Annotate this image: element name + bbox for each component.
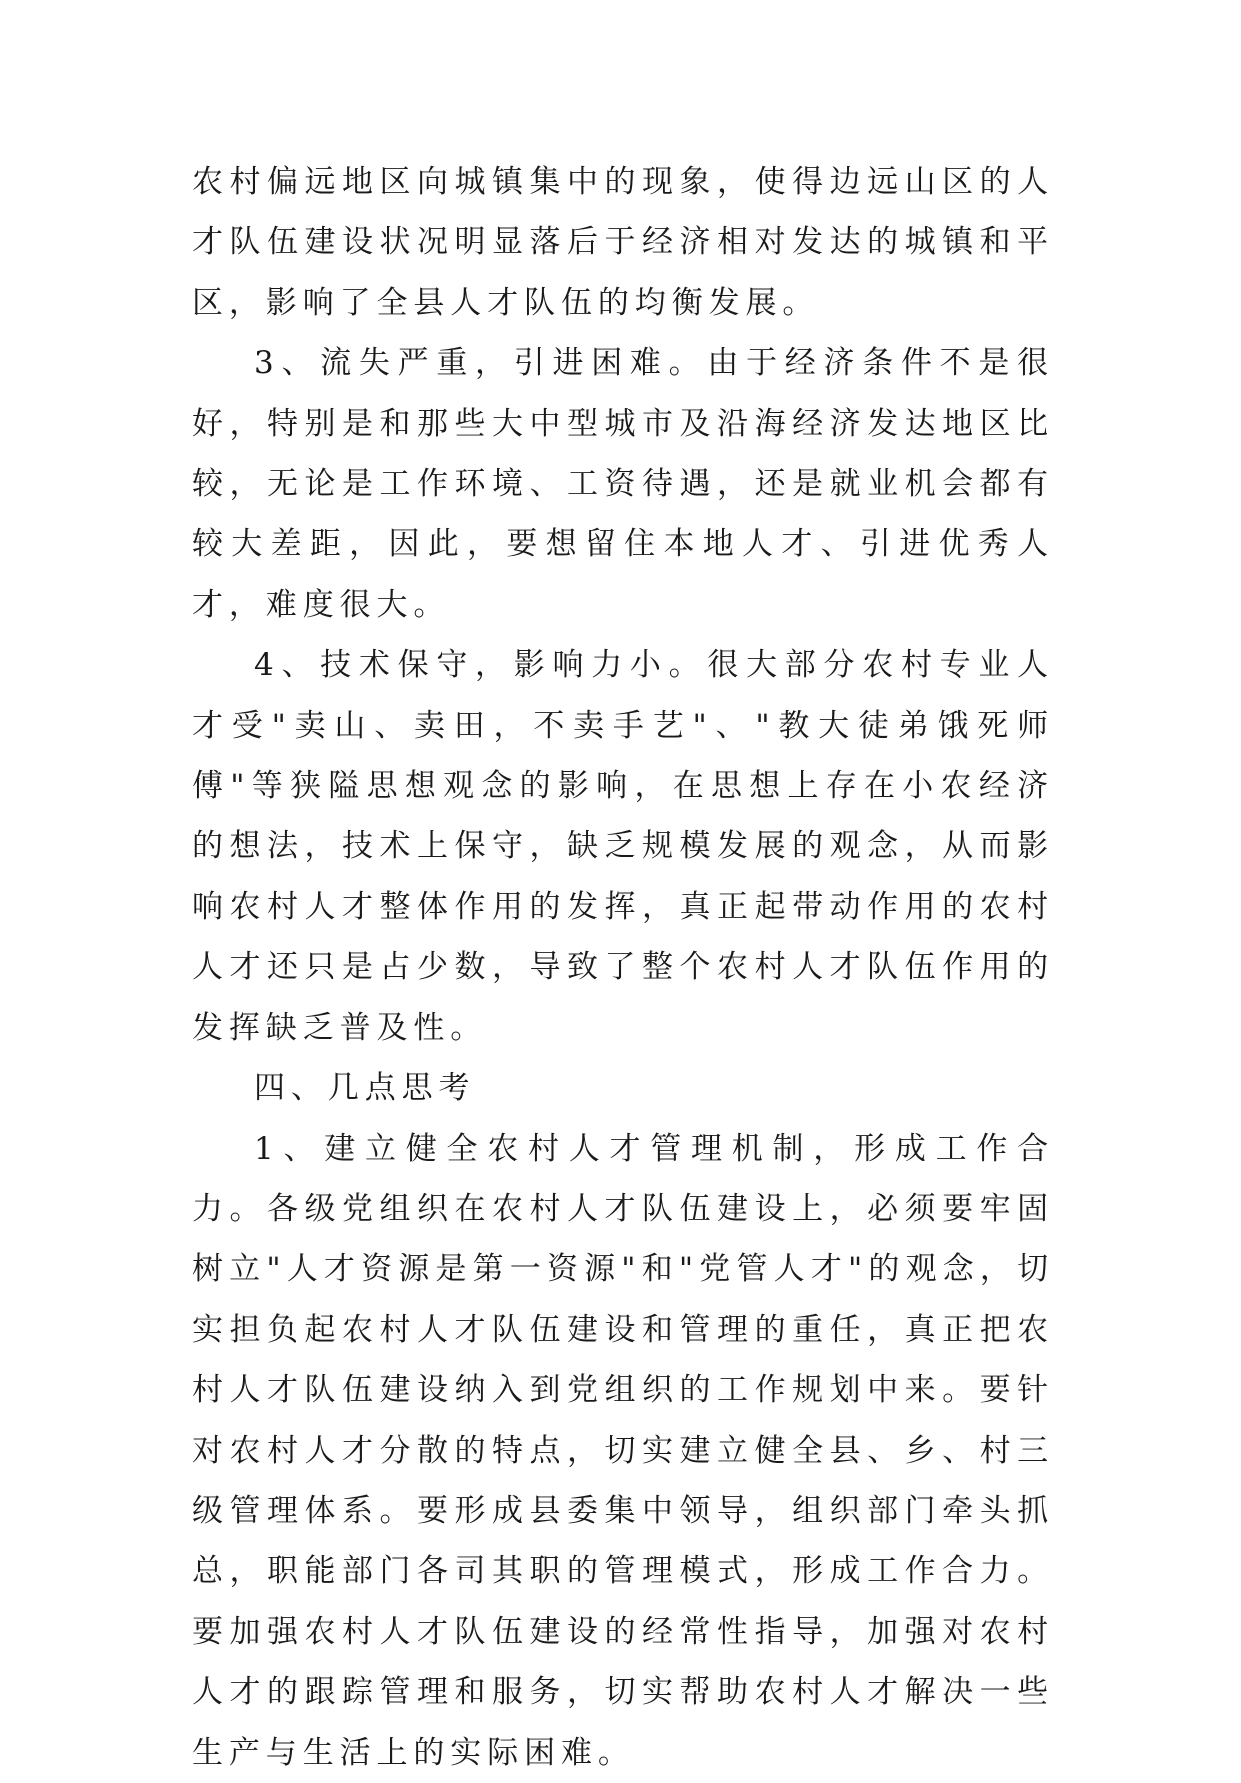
paragraph-item-3: 3、流失严重，引进困难。由于经济条件不是很好，特别是和那些大中型城市及沿海经济发达地区比较，无论是工作环境、工资待遇，还是就业机会都有较大差距，因此，要想留住本地人才、引进优秀人才，难度很大。 xyxy=(192,345,1054,623)
paragraph-continuation: 农村偏远地区向城镇集中的现象，使得边远山区的人才队伍建设状况明显落后于经济相对发达的城镇和平区，影响了全县人才队伍的均衡发展。 xyxy=(192,164,1054,321)
paragraph-item-4: 4、技术保守，影响力小。很大部分农村专业人才受"卖山、卖田，不卖手艺"、"教大徒弟饿死师傅"等狭隘思想观念的影响，在思想上存在小农经济的想法，技术上保守，缺乏规模发展的观念，从而影响农村人才整体作用的发挥，真正起带动作用的农村人才还只是占少数，导致了整个农村人才队伍作用的发挥缺乏普及性。 xyxy=(192,647,1054,1046)
document-body xyxy=(192,152,1054,1783)
paragraph-thought-1: 1、建立健全农村人才管理机制，形成工作合力。各级党组织在农村人才队伍建设上，必须要牢固树立"人才资源是第一资源"和"党管人才"的观念，切实担负起农村人才队伍建设和管理的重任，真正把农村人才队伍建设纳入到党组织的工作规划中来。要针对农村人才分散的特点，切实建立健全县、乡、村三级管理体系。要形成县委集中领导，组织部门牵头抓总，职能部门各司其职的管理模式，形成工作合力。要加强农村人才队伍建设的经常性指导，加强对农村人才的跟踪管理和服务，切实帮助农村人才解决一些生产与生活上的实际困难。 xyxy=(192,1130,1054,1771)
section-heading: 四、几点思考 xyxy=(254,1070,476,1107)
